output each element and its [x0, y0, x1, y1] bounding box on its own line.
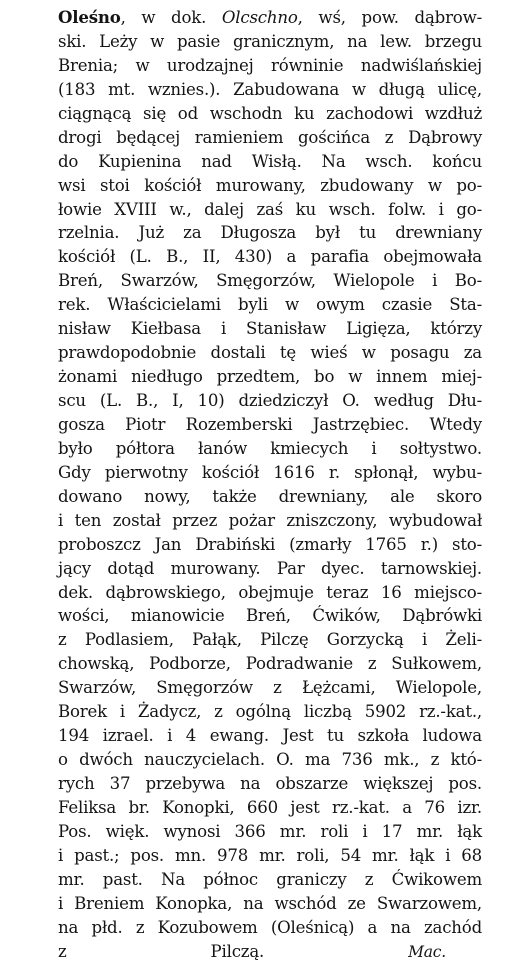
entry-line [58, 557, 482, 581]
entry-line-text: Borek i Żadycz, z ogólną liczbą 5902 rz.-kat., [58, 702, 482, 722]
entry-line [58, 389, 482, 413]
entry-heading-line [58, 6, 482, 30]
entry-line-text: z Pilczą. [58, 941, 265, 961]
entry-line [58, 437, 482, 461]
entry-line-text: było półtora łanów kmiecych i sołtystwo. [58, 438, 482, 458]
entry-body [58, 6, 482, 964]
entry-line-text: i past.; pos. mn. 978 mr. roli, 54 mr. łąk i 68 [58, 845, 482, 865]
entry-line-text: dek. dąbrowskiego, obejmuje teraz 16 miejsco- [58, 582, 482, 602]
entry-line [58, 700, 482, 724]
entry-line-text: gosza Piotr Rozemberski Jastrzębiec. Wtedy [58, 414, 482, 434]
entry-line-text: rek. Właścicielami byli w owym czasie Sta- [58, 295, 482, 315]
entry-line-text: wości, mianowicie Breń, Ćwików, Dąbrówki [58, 606, 482, 626]
entry-line [58, 293, 482, 317]
entry-line-text: na płd. z Kozubowem (Oleśnicą) a na zachód [58, 917, 482, 937]
author-signature: Mac. [408, 942, 447, 961]
entry-line [58, 126, 482, 150]
entry-line [58, 676, 482, 700]
entry-line-text: 194 izrael. i 4 ewang. Jest tu szkoła ludowa [58, 726, 482, 746]
entry-line [58, 796, 482, 820]
entry-line-text: Gdy pierwotny kościół 1616 r. spłonął, wybu- [58, 462, 482, 482]
entry-line [58, 30, 482, 54]
entry-line-text: ciągnącą się od wschodn ku zachodowi wzdłuż [58, 103, 482, 123]
entry-line-text: rzelnia. Już za Długosza był tu drewniany [58, 223, 482, 243]
entry-line-text: prawdopodobnie dostali tę wieś w posagu za [58, 343, 482, 363]
entry-line [58, 533, 482, 557]
entry-line [58, 413, 482, 437]
entry-line [58, 245, 482, 269]
entry-line-text: do Kupienina nad Wisłą. Na wsch. końcu [58, 151, 482, 171]
entry-heading-text: , w dok. [120, 8, 222, 27]
entry-line-text: żonami niedługo przedtem, bo w innem miej- [58, 367, 482, 387]
entry-line [58, 509, 482, 533]
entry-line-text: kościół (L. B., II, 430) a parafia obejmowała [58, 247, 482, 267]
entry-line [58, 652, 482, 676]
entry-line-text: drogi będącej ramieniem gościńca z Dąbrowy [58, 127, 482, 147]
entry-line [58, 317, 482, 341]
entry-line [58, 102, 482, 126]
entry-line-text: Breń, Swarzów, Smęgorzów, Wielopole i Bo- [58, 271, 482, 291]
entry-line [58, 724, 482, 748]
entry-line [58, 772, 482, 796]
entry-final-line [58, 940, 482, 964]
entry-line [58, 78, 482, 102]
entry-line [58, 748, 482, 772]
entry-line [58, 581, 482, 605]
entry-line [58, 221, 482, 245]
entry-line [58, 892, 482, 916]
entry-line-text: scu (L. B., I, 10) dziedziczył O. według Dłu- [58, 391, 482, 410]
entry-line-text: łowie XVIII w., dalej zaś ku wsch. folw. i go- [58, 199, 482, 219]
entry-line-text: ski. Leży w pasie granicznym, na lew. brzegu [58, 31, 482, 51]
entry-line [58, 916, 482, 940]
entry-line [58, 844, 482, 868]
entry-line-text: i ten został przez pożar zniszczony, wybudował [58, 510, 482, 530]
entry-line [58, 341, 482, 365]
entry-line-text: Brenia; w urodzajnej równinie nadwiślańskiej [58, 55, 482, 75]
entry-line-text: rych 37 przebywa na obszarze większej pos. [58, 774, 482, 793]
entry-line [58, 485, 482, 509]
dictionary-entry [58, 6, 482, 964]
entry-line [58, 198, 482, 222]
entry-variant-spelling: Olcschno [221, 8, 298, 27]
entry-line-text: Feliksa br. Konopki, 660 jest rz.-kat. a 76 izr. [58, 797, 482, 817]
entry-line-text: o dwóch nauczycielach. O. ma 736 mk., z któ- [58, 750, 482, 770]
entry-line [58, 628, 482, 652]
entry-line [58, 820, 482, 844]
entry-line-text: chowską, Podborze, Podradwanie z Sułkowem, [58, 654, 482, 674]
entry-line [58, 461, 482, 485]
entry-line [58, 174, 482, 198]
entry-line [58, 868, 482, 892]
entry-line-text: mr. past. Na północ graniczy z Ćwikowem [58, 869, 482, 889]
entry-line [58, 604, 482, 628]
entry-line-text: nisław Kiełbasa i Stanisław Ligięza, którzy [58, 319, 482, 339]
entry-line [58, 269, 482, 293]
entry-line-text: wsi stoi kościół murowany, zbudowany w po- [58, 175, 482, 195]
entry-line [58, 54, 482, 78]
entry-line-text: Pos. więk. wynosi 366 mr. roli i 17 mr. łąk [58, 821, 482, 841]
entry-line-text: proboszcz Jan Drabiński (zmarły 1765 r.) sto- [58, 534, 482, 554]
entry-line [58, 150, 482, 174]
entry-line-text: z Podlasiem, Pałąk, Pilczę Gorzycką i Żeli- [58, 630, 482, 650]
entry-line-text: Swarzów, Smęgorzów z Łężcami, Wielopole, [58, 678, 482, 698]
entry-heading-text: , wś, pow. dąbrow- [297, 8, 482, 27]
entry-headword: Oleśno [58, 7, 121, 27]
entry-line [58, 365, 482, 389]
entry-line-text: dowano nowy, także drewniany, ale skoro [58, 486, 482, 506]
entry-line-text: i Breniem Konopka, na wschód ze Swarzowem, [58, 893, 482, 913]
entry-line-text: jący dotąd murowany. Par dyec. tarnowskiej. [58, 558, 482, 578]
entry-line-text: (183 mt. wznies.). Zabudowana w długą ulicę, [58, 79, 482, 99]
